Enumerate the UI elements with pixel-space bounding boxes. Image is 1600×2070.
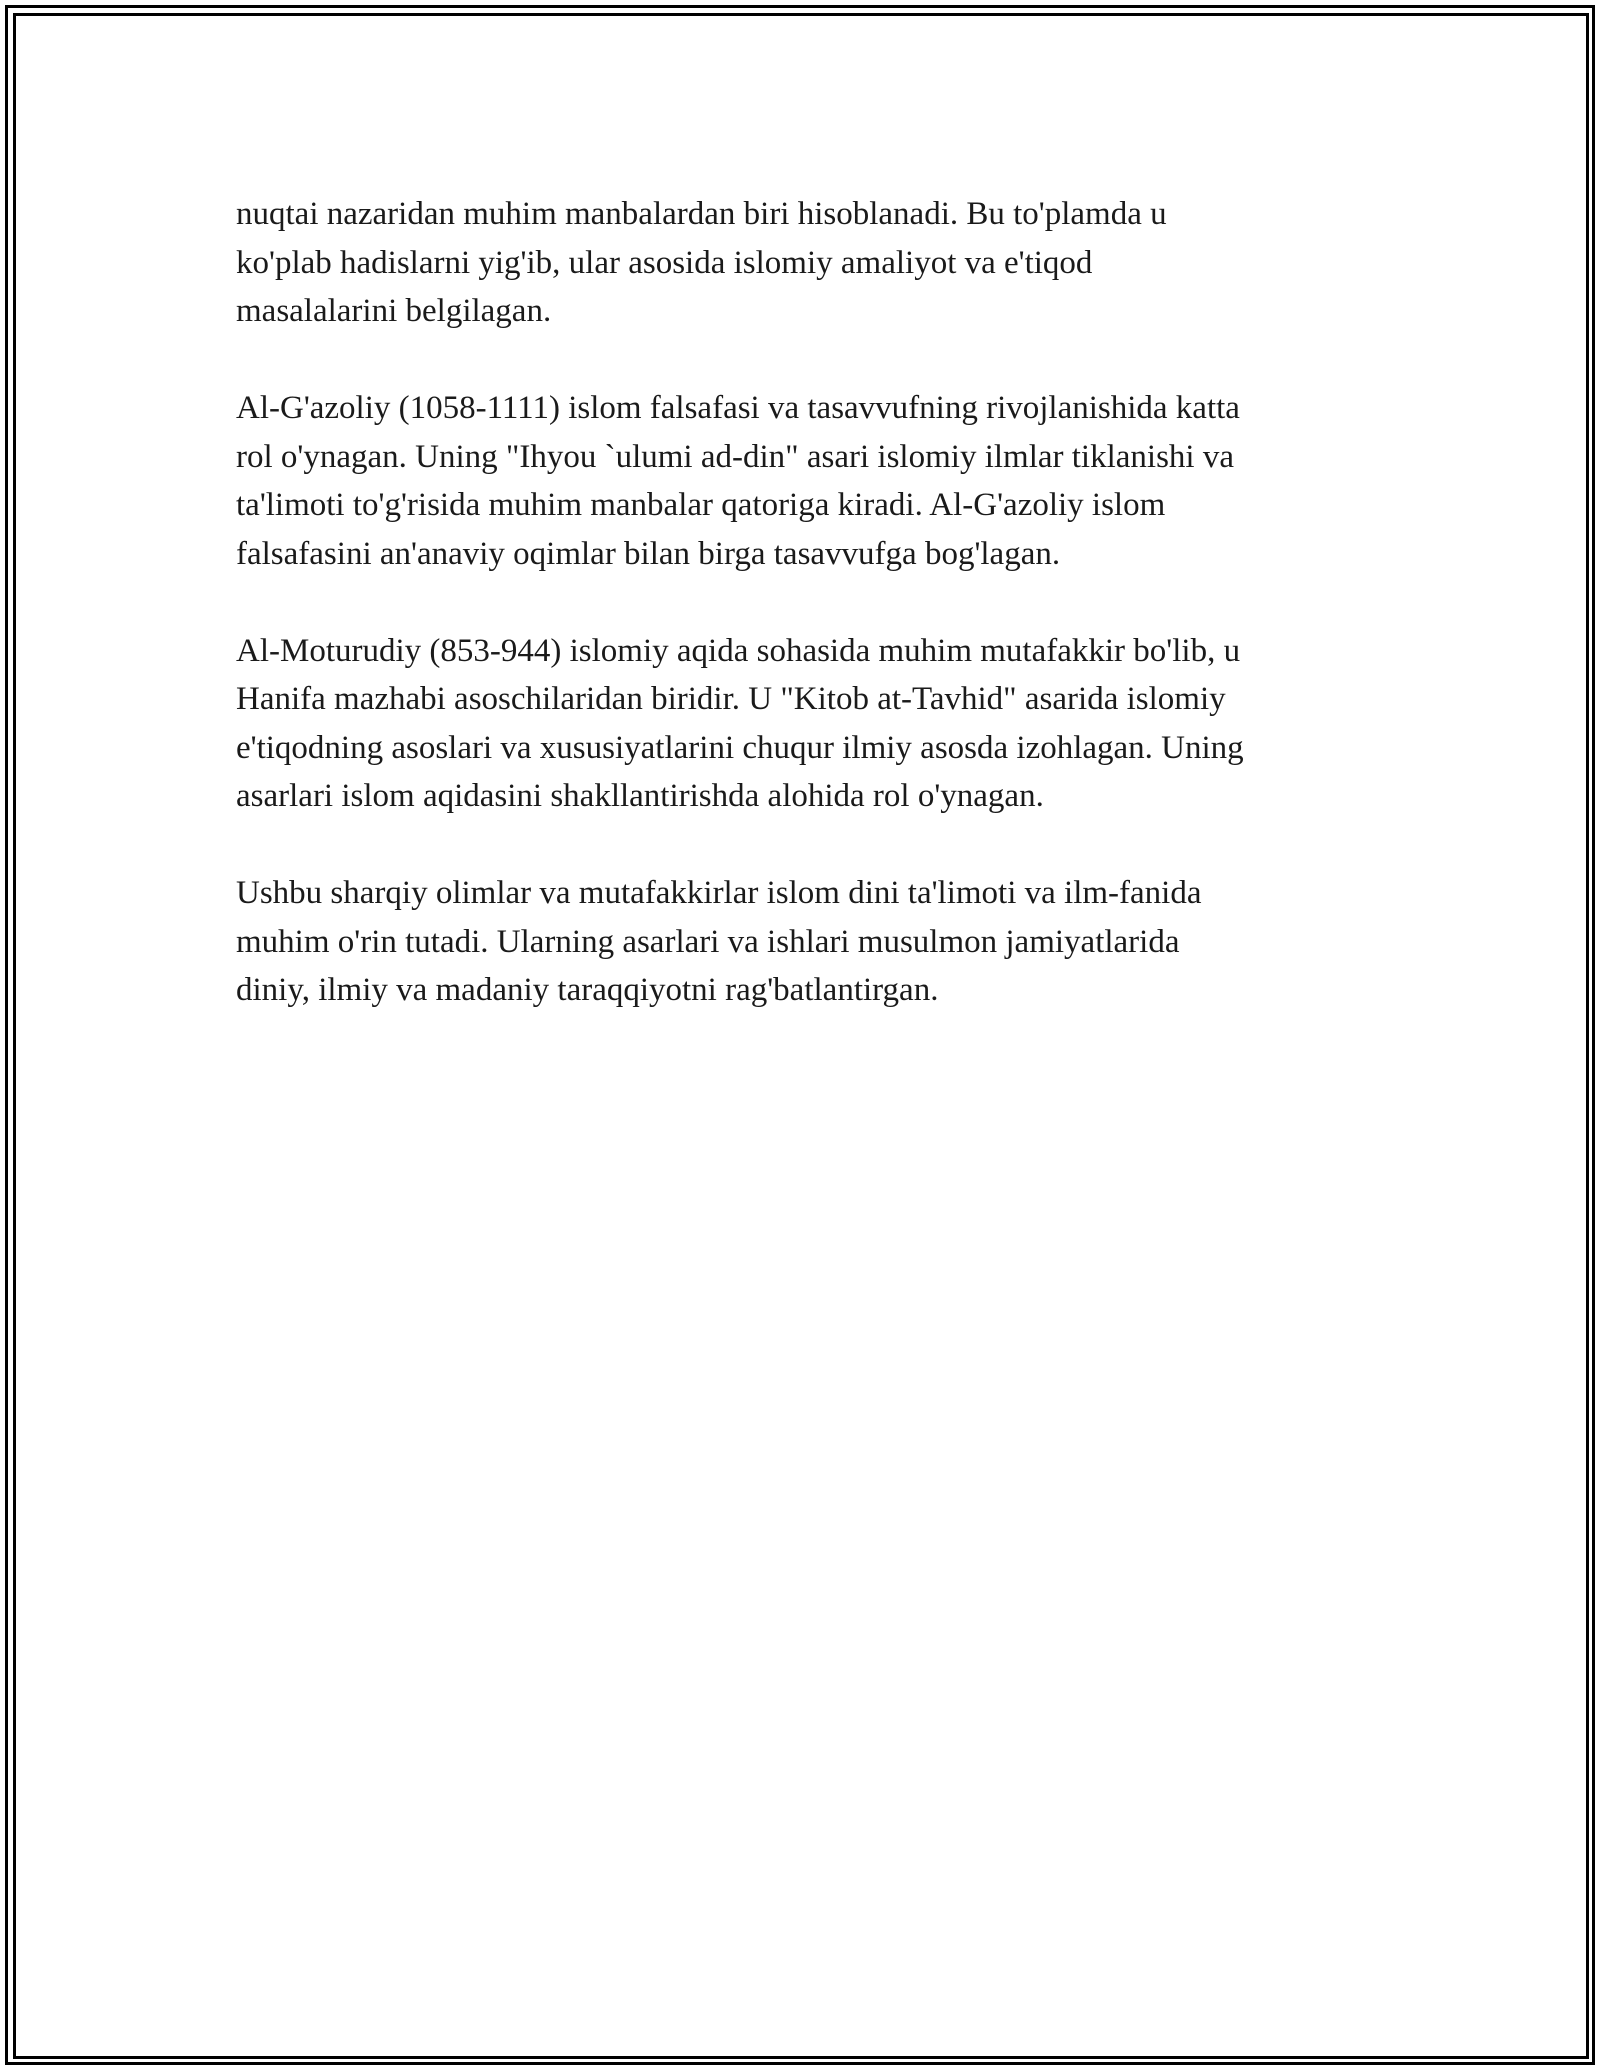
paragraph-1: nuqtai nazaridan muhim manbalardan biri hisoblanadi. Bu to'plamda u ko'plab hadislarni yig'ib, ular asosida islomiy amaliyot va e'tiqod masalalarini belgilagan. — [236, 196, 1167, 329]
paragraph-2: Al-G'azoliy (1058-1111) islom falsafasi va tasavvufning rivojlanishida katta rol o'ynagan. Uning "Ihyou `ulumi ad-din" asari islomiy ilmlar tiklanishi va ta'limoti to'g'risida muhim manbalar qatoriga kiradi. Al-G'azoliy islom falsafasini an'anaviy oqimlar bilan birga tasavvufga bog'lagan. — [236, 390, 1240, 572]
paragraph-3: Al-Moturudiy (853-944) islomiy aqida sohasida muhim mutafakkir bo'lib, u Hanifa mazhabi asoschilaridan biridir. U "Kitob at-Tavhid" asarida islomiy e'tiqodning asoslari va xususiyatlarini chuqur ilmiy asosda izohlagan. Uning asarlari islom aqidasini shakllantirishda alohida rol o'ynagan. — [236, 632, 1244, 814]
document-body — [236, 190, 1366, 1063]
paragraph-4: Ushbu sharqiy olimlar va mutafakkirlar islom dini ta'limoti va ilm-fanida muhim o'rin tutadi. Ularning asarlari va ishlari musulmon jamiyatlarida diniy, ilmiy va madaniy taraqqiyotni rag'batlantirgan. — [236, 875, 1202, 1008]
